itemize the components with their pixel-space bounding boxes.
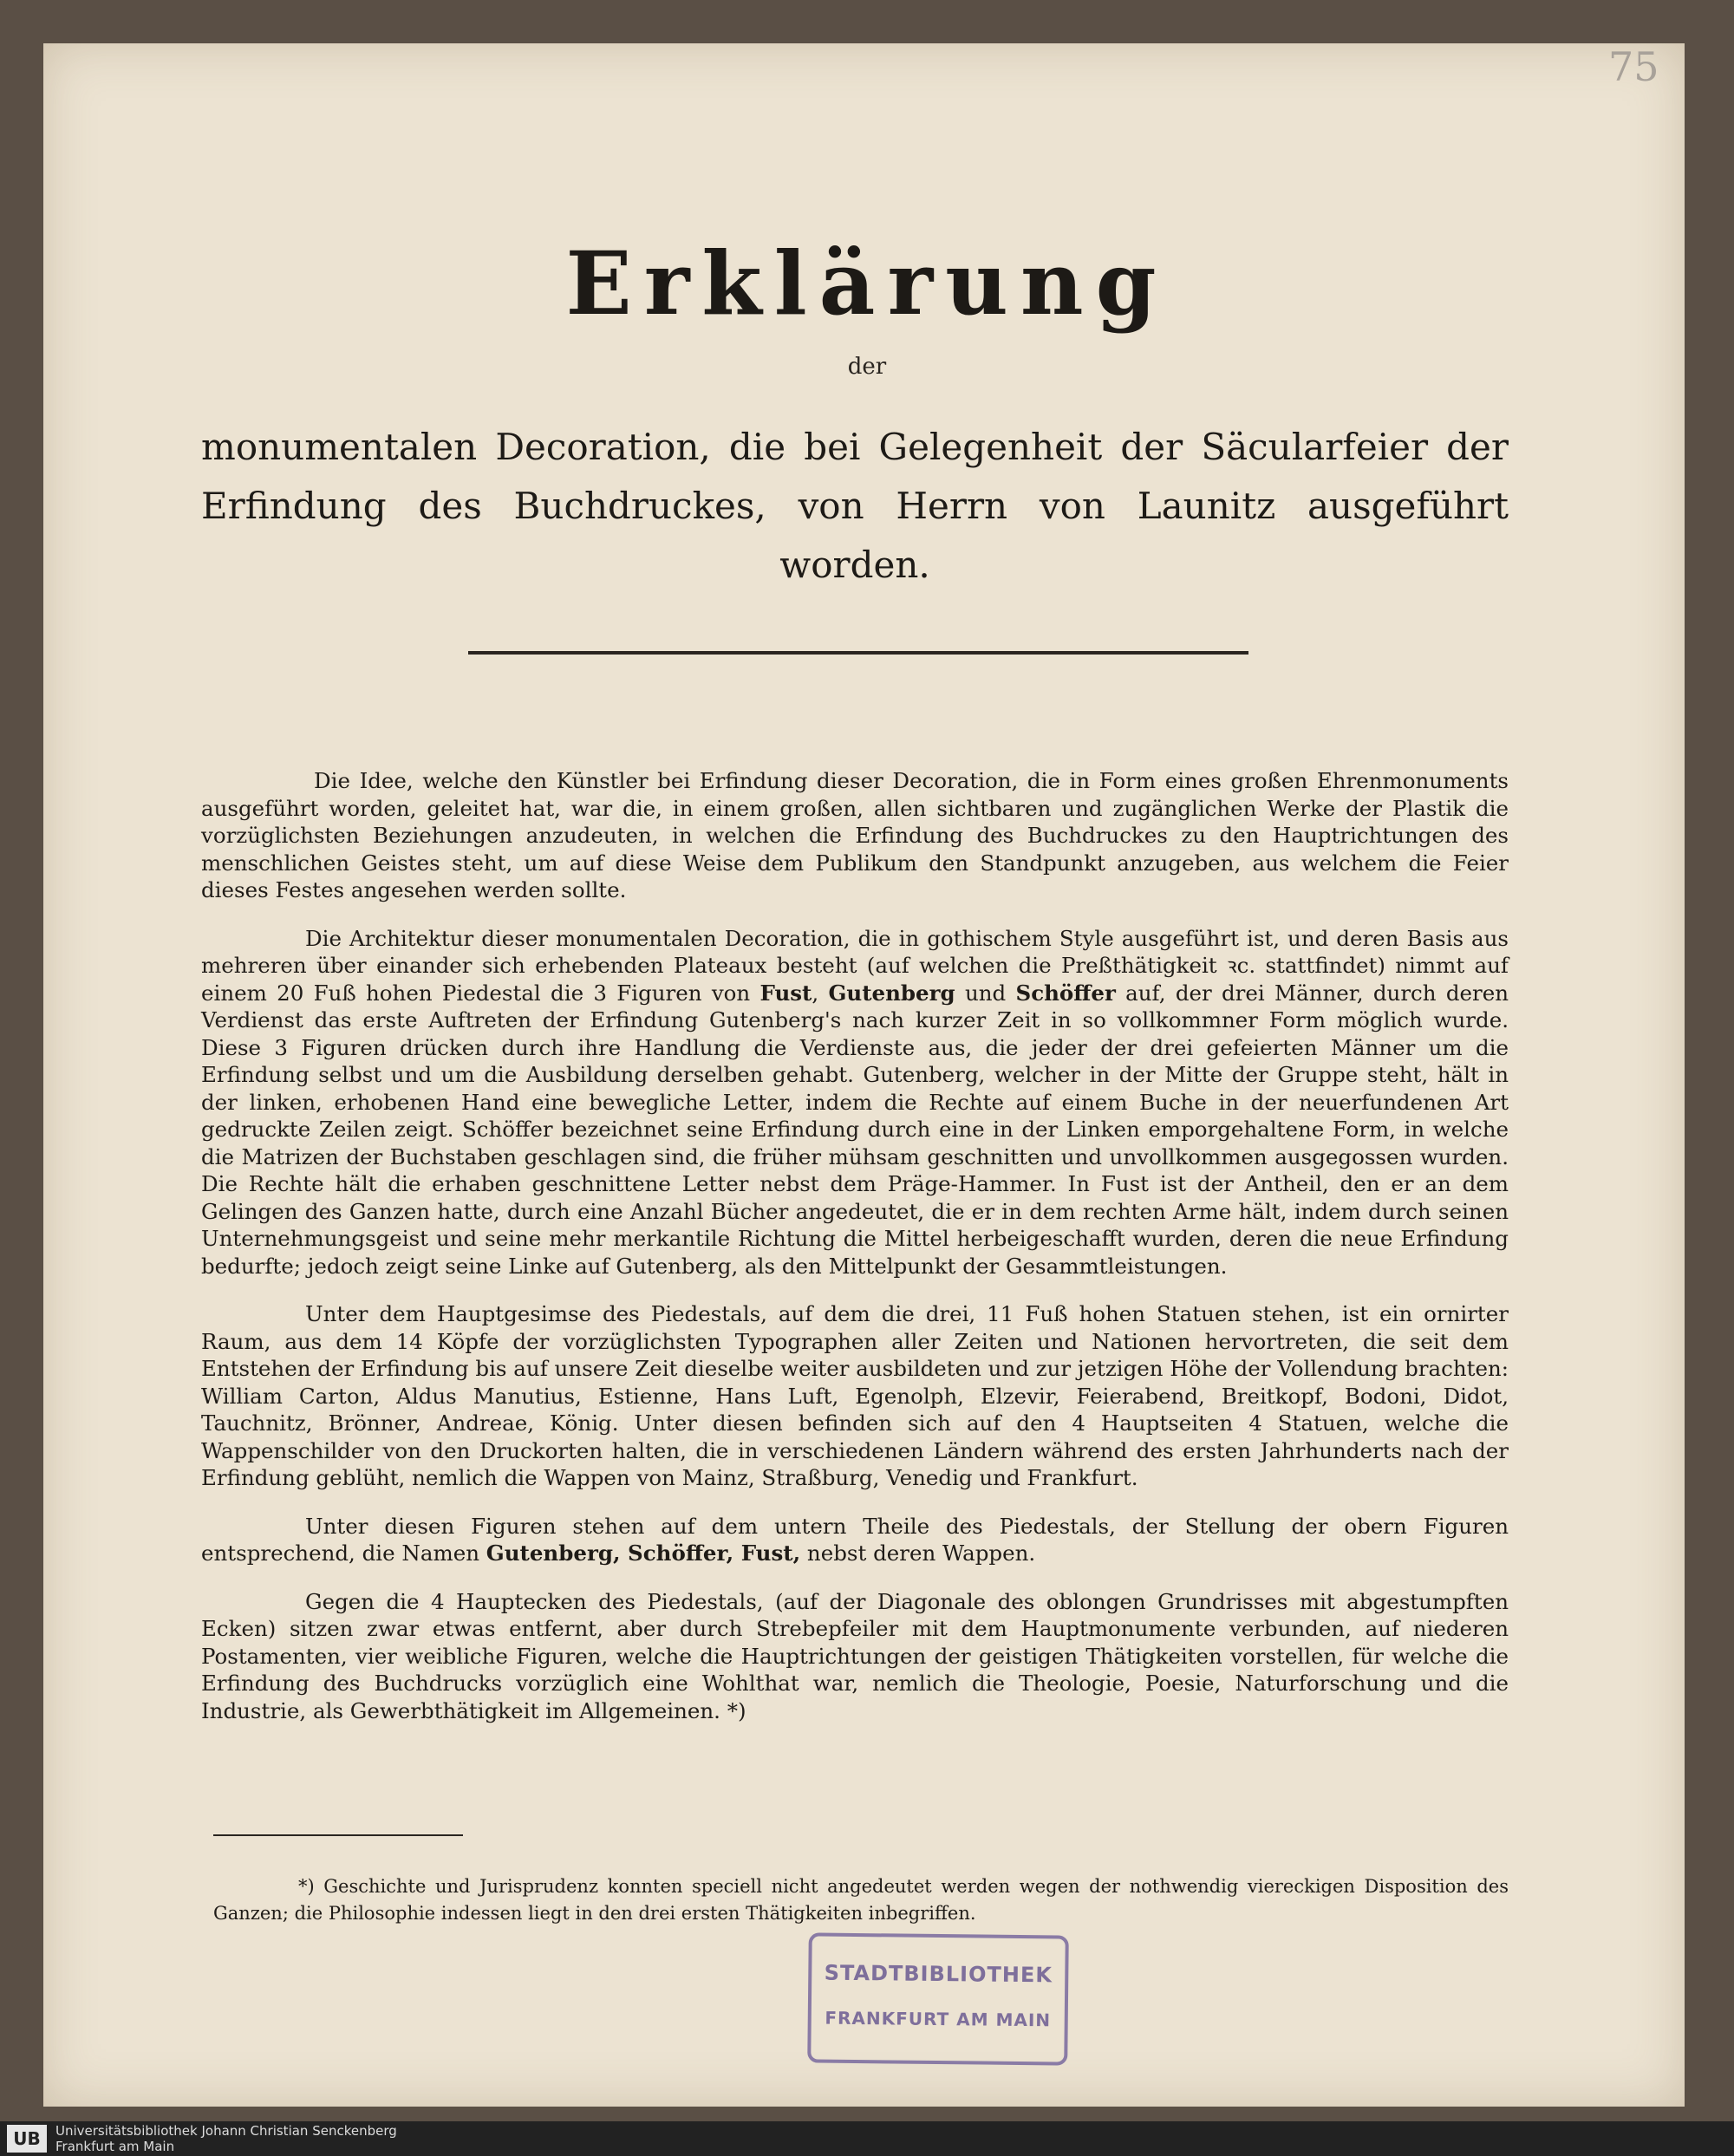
footnote: *) Geschichte und Jurisprudenz konnten speciell nicht angedeutet werden wegen der nothwendig viereckigen Disposition des Ganzen; die Philosophie indessen liegt in den drei ersten Thätigkeiten inbegriffen. [213, 1876, 1509, 1924]
document-title: Erklärung [565, 232, 1169, 335]
paragraph-2-sep: , [812, 980, 829, 1006]
stamp-line-1: STADTBIBLIOTHEK [824, 1960, 1053, 1988]
title-divider [468, 651, 1248, 655]
footnote-divider [213, 1834, 463, 1836]
paragraph-4-text-a: Unter diesen Figuren stehen auf dem untern Theile des Piedestals, der Stellung der obern Figuren entsprechend, die Namen [201, 1513, 1509, 1566]
library-city: Frankfurt am Main [55, 2139, 175, 2154]
paragraph-5: Gegen die 4 Hauptecken des Piedestals, (auf der Diagonale des oblongen Grundrisses mit abgestumpften Ecken) sitzen zwar etwas entfernt, aber durch Strebepfeiler mit dem Hauptmonumente verbunden, auf niederen Postamenten, vier weibliche Figuren, welche die Hauptrichtungen der geistigen Thätigkeiten vorstellen, für welche die Erfindung des Buchdrucks vorzüglich eine Wohlthat war, nemlich die Theologie, Poesie, Naturforschung und die Industrie, als Gewerbthätigkeit im Allgemeinen. *) [201, 1588, 1509, 1723]
paragraph-4-text-b: nebst deren Wappen. [800, 1540, 1036, 1566]
name-schoeffer: Schöffer [1015, 980, 1116, 1006]
paragraph-2 [201, 925, 1509, 1280]
name-fust: Fust [759, 980, 812, 1006]
stamp-line-2: FRANKFURT AM MAIN [825, 2007, 1052, 2031]
paragraph-3: Unter dem Hauptgesimse des Piedestals, auf dem die drei, 11 Fuß hohen Statuen stehen, ist ein ornirter Raum, aus dem 14 Köpfe der vorzüglichsten Typographen aller Zeiten und Nationen hervortreten, die seit dem Entstehen der Erfindung bis auf unsere Zeit dieselbe weiter ausbildeten und zur jetzigen Höhe der Vollendung brachten: William Carton, Aldus Manutius, Estienne, Hans Luft, Egenolph, Elzevir, Feierabend, Breitkopf, Bodoni, Didot, Tauchnitz, Brönner, Andreae, König. Unter diesen befinden sich auf den 4 Hauptseiten 4 Statuen, welche die Wappenschilder von den Druckorten halten, die in verschiedenen Ländern während des ersten Jahrhunderts nach der Erfindung geblüht, nemlich die Wappen von Mainz, Straßburg, Venedig und Frankfurt. [201, 1301, 1509, 1490]
name-gutenberg: Gutenberg [828, 980, 955, 1006]
body-text [201, 767, 1509, 1745]
library-stamp [807, 1932, 1069, 2065]
page-marker: 75 [1608, 43, 1659, 90]
ub-logo: UB [7, 2125, 47, 2153]
paragraph-4 [201, 1513, 1509, 1567]
footer-bar [0, 2121, 1734, 2156]
paragraph-2-und: und [955, 980, 1016, 1006]
paragraph-2-text-a: Die Architektur dieser monumentalen Decoration, die in gothischem Style ausgeführt ist, und deren Basis aus mehreren über einander sich erhebenden Plateaux besteht (auf welchen die Preßthätigkeit ꝛc. stattfindet) nimmt auf einem 20 Fuß hohen Piedestal die 3 Figuren von [201, 925, 1509, 1006]
paragraph-2-text-b: auf, der drei Männer, durch deren Verdienst das erste Auftreten der Erfindung Gutenberg's nach kurzer Zeit in so vollkommner Form möglich wurde. Diese 3 Figuren drücken durch ihre Handlung die Verdienste aus, die jeder der drei gefeierten Männer um die Erfindung selbst und um die Ausbildung derselben gehabt. Gutenberg, welcher in der Mitte der Gruppe steht, hält in der linken, erhobenen Hand eine bewegliche Letter, indem die Rechte auf einem Buche in der neuerfundenen Art gedruckte Zeilen zeigt. Schöffer bezeichnet seine Erfindung durch eine in der Linken emporgehaltene Form, in welche die Matrizen der Buchstaben geschlagen sind, die früher mühsam geschnitten und unvollkommen ausgegossen wurden. Die Rechte hält die erhaben geschnittene Letter nebst dem Präge-Hammer. In Fust ist der Antheil, den er an dem Gelingen des Ganzen hatte, durch eine Anzahl Bücher angedeutet, die er in dem rechten Arme hält, indem durch seinen Unternehmungsgeist und seine mehr merkantile Richtung die Mittel herbeigeschafft wurden, deren die neue Erfindung bedurfte; jedoch zeigt seine Linke auf Gutenberg, als den Mittelpunkt der Gesammtleistungen. [201, 980, 1509, 1279]
document-subtitle: monumentalen Decoration, die bei Gelegenheit der Säcularfeier der Erfindung des Buchdruckes, von Herrn von Launitz ausgeführt worden. [201, 426, 1509, 586]
library-name: Universitätsbibliothek Johann Christian Senckenberg [55, 2123, 397, 2139]
title-connector: der [847, 354, 887, 380]
paragraph-1: Die Idee, welche den Künstler bei Erfindung dieser Decoration, die in Form eines großen Ehrenmonuments ausgeführt worden, geleitet hat, war die, in einem großen, allen sichtbaren und zugänglichen Werke der Plastik die vorzüglichsten Beziehungen anzudeuten, in welchen die Erfindung des Buchdruckes zu den Hauptrichtungen des menschlichen Geistes steht, um auf diese Weise dem Publikum den Standpunkt anzugeben, aus welchem die Feier dieses Festes angesehen werden sollte. [201, 768, 1509, 902]
paragraph-4-names: Gutenberg, Schöffer, Fust, [486, 1540, 801, 1566]
